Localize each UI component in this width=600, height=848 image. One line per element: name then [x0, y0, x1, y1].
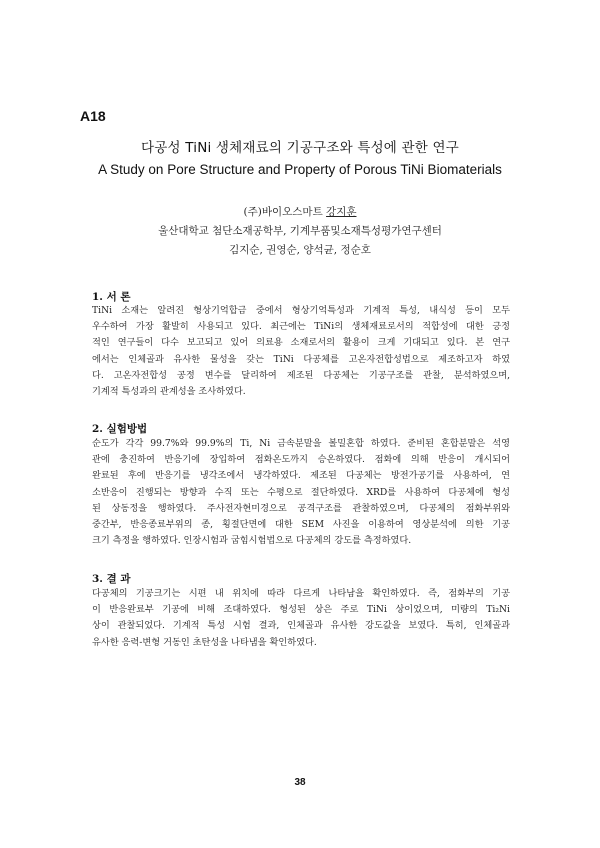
body-line: 중간부, 반응종료부위의 종, 횡절단면에 대한 SEM 사진을 이용하여 영상분석에 의한 기공 [92, 519, 510, 531]
author-line-company [0, 204, 600, 219]
body-line: 다공체의 기공크기는 시편 내 위치에 따라 다르게 나타남을 확인하였다. 즉, 점화부의 기공 [92, 588, 510, 599]
body-line: 에서는 인체골과 유사한 물성을 갖는 TiNi 다공체를 고온자전합성법으로 제조하고자 하였 [92, 353, 510, 365]
section-heading-methods: 2. 실험방법 [92, 423, 148, 435]
section-heading-introduction: 1. 서 론 [92, 291, 131, 303]
author-line-names: 김지순, 권영순, 양석균, 정순호 [229, 244, 371, 256]
author-line-affiliation: 울산대학교 첨단소재공학부, 기계부품및소재특성평가연구센터 [158, 225, 442, 237]
page-number: 38 [294, 777, 306, 788]
body-line: 순도가 각각 99.7%와 99.9%의 Ti, Ni 금속분말을 볼밀혼합 하였다. 준비된 혼합분말은 석영 [92, 438, 510, 449]
body-line: 우수하여 가장 활발히 사용되고 있다. 최근에는 TiNi의 생체재료로서의 적합성에 대한 긍정 [92, 321, 510, 333]
body-line: 적인 연구들이 다수 보고되고 있어 의료용 소재로서의 활용이 크게 기대되고 있다. 본 연구 [92, 337, 510, 349]
abstract-code: A18 [80, 108, 106, 124]
body-line: 유사한 응력-변형 거동인 초탄성을 나타냄을 확인하였다. [92, 636, 317, 648]
body-line: 된 상동정을 행하였다. 주사전자현미경으로 공격구조를 관찰하였으며, 다공체의 점화부위와 [92, 502, 510, 514]
title-korean: 다공성 TiNi 생체재료의 기공구조와 특성에 관한 연구 [141, 140, 459, 156]
body-line: 기계적 특성과의 관계성을 조사하였다. [92, 386, 246, 398]
body-line: 관에 충진하여 반응기에 장입하여 점화온도까지 승온하였다. 점화에 의해 반응이 개시되어 [92, 454, 510, 466]
body-line: TiNi 소재는 알려진 형상기억합금 중에서 형상기억특성과 기계적 특성, 내식성 등이 모두 [92, 305, 510, 316]
section-body-results [92, 586, 510, 651]
company-name: (주)바이오스마트 [243, 206, 327, 218]
section-body-methods [92, 436, 510, 549]
body-line: 완료된 후에 반응기를 냉각조에서 냉각하였다. 제조된 다공체는 방전가공기를 사용하여, 연 [92, 470, 510, 482]
title-english: A Study on Pore Structure and Property of Porous TiNi Biomaterials [98, 162, 502, 177]
presenting-author: 강지훈 [326, 206, 357, 218]
body-line: 이 반응완료부 기공에 비해 조대하였다. 형성된 상은 주로 TiNi 상이었으며, 미량의 Ti₂Ni [92, 604, 510, 616]
body-line: 크기 측정을 행하였다. 인장시험과 굽힘시험법으로 다공체의 강도를 측정하였다. [92, 535, 412, 547]
section-heading-results: 3. 결 과 [92, 573, 131, 585]
section-body-introduction [92, 303, 510, 400]
body-line: 다. 고온자전합성 공정 변수를 달리하여 제조된 다공체는 기공구조를 관찰, 분석하였으며, [92, 369, 510, 381]
body-line: 소반응이 진행되는 방향과 수직 또는 수평으로 절단하였다. XRD를 사용하여 다공체에 형성 [92, 486, 510, 498]
body-line: 상이 관찰되었다. 기계적 특성 시험 결과, 인체골과 유사한 강도값을 보였다. 특히, 인체골과 [92, 620, 510, 632]
